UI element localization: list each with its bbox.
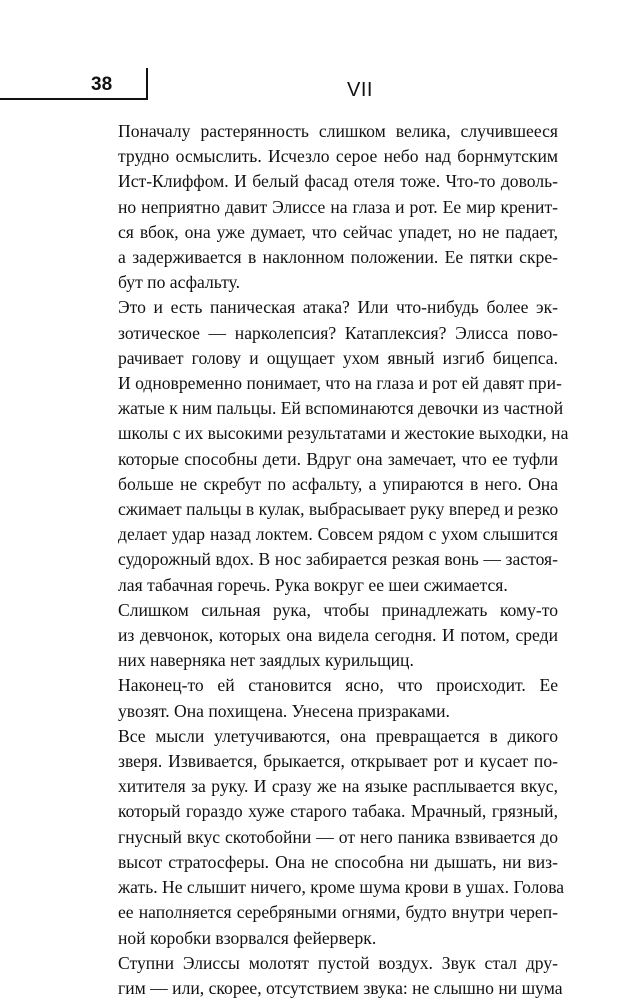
- text-line: ее наполняется серебряными огнями, будто внутри череп-: [118, 902, 558, 923]
- page-number-frame: [0, 68, 148, 100]
- paragraph: [91, 295, 569, 597]
- paragraph: [91, 119, 558, 295]
- text-line: а задерживается в наклонном положении. Ее пятки скре-: [118, 247, 558, 268]
- text-line: но неприятно давит Элиссе на глаза и рот. Ее мир кренит-: [118, 196, 558, 217]
- text-line: судорожный вдох. В нос забирается резкая вонь — застоя-: [118, 549, 558, 570]
- body-text: [91, 119, 569, 1001]
- text-line: Ступни Элиссы молотят пустой воздух. Звук стал дру-: [118, 952, 558, 973]
- text-line: гнусный вкус скотобойни — от него паника взвивается до: [118, 826, 558, 847]
- text-line: увозят. Она похищена. Унесена призраками.: [118, 700, 450, 721]
- text-line: ной коробки взорвался фейерверк.: [118, 927, 377, 948]
- page-number: 38: [91, 74, 113, 95]
- text-line: гим — или, скорее, отсутствием звука: не слышно ни шума: [118, 977, 563, 998]
- text-line: Слишком сильная рука, чтобы принадлежать кому-то: [118, 599, 558, 620]
- text-line: которые способны дети. Вдруг она замечает, что ее туфли: [118, 448, 558, 469]
- text-line: делает удар назад локтем. Совсем рядом с ухом слышится: [118, 524, 558, 545]
- text-line: больше не скребут по асфальту, а упираются в него. Она: [118, 473, 558, 494]
- text-line: жать. Не слышит ничего, кроме шума крови в ушах. Голова: [118, 877, 565, 898]
- chapter-heading: VII: [347, 79, 373, 101]
- text-line: высот стратосферы. Она не способна ни дышать, ни виз-: [118, 851, 558, 872]
- text-line: И одновременно понимает, что на глаза и рот ей давят при-: [118, 373, 562, 394]
- text-line: Ист-Клиффом. И белый фасад отеля тоже. Что-то доволь-: [118, 171, 558, 192]
- text-line: рачивает голову и ощущает ухом явный изгиб бицепса.: [118, 347, 558, 368]
- text-line: Это и есть паническая атака? Или что-нибудь более эк-: [118, 297, 558, 318]
- text-line: бут по асфальту.: [118, 272, 240, 293]
- text-line: трудно осмыслить. Исчезло серое небо над борнмутским: [118, 146, 558, 167]
- text-line: жатые к ним пальцы. Ей вспоминаются девочки из частной: [118, 398, 564, 419]
- paragraph: [91, 951, 563, 1001]
- text-line: лая табачная горечь. Рука вокруг ее шеи сжимается.: [118, 574, 508, 595]
- text-line: зверя. Извивается, брыкается, открывает рот и кусает по-: [118, 751, 558, 772]
- text-line: Все мысли улетучиваются, она превращается в дикого: [118, 725, 558, 746]
- text-line: ся вбок, она уже думает, что сейчас упадет, но не падает,: [118, 221, 558, 242]
- text-line: сжимает пальцы в кулак, выбрасывает руку вперед и резко: [118, 499, 559, 520]
- text-line: из девчонок, которых она видела сегодня. И потом, среди: [118, 625, 558, 646]
- text-line: хитителя за руку. И сразу же на языке расплывается вкус,: [118, 776, 558, 797]
- text-line: Поначалу растерянность слишком велика, случившееся: [118, 121, 558, 141]
- text-line: школы с их высокими результатами и жестокие выходки, на: [118, 423, 569, 444]
- text-line: Наконец-то ей становится ясно, что происходит. Ее: [118, 675, 558, 696]
- paragraph: [91, 598, 558, 674]
- text-line: который гораздо хуже старого табака. Мрачный, грязный,: [118, 801, 558, 822]
- paragraph: [91, 673, 558, 723]
- text-line: зотическое — нарколепсия? Катаплексия? Элисса пово-: [118, 322, 558, 343]
- paragraph: [91, 724, 565, 951]
- text-line: них наверняка нет заядлых курильщиц.: [118, 650, 414, 671]
